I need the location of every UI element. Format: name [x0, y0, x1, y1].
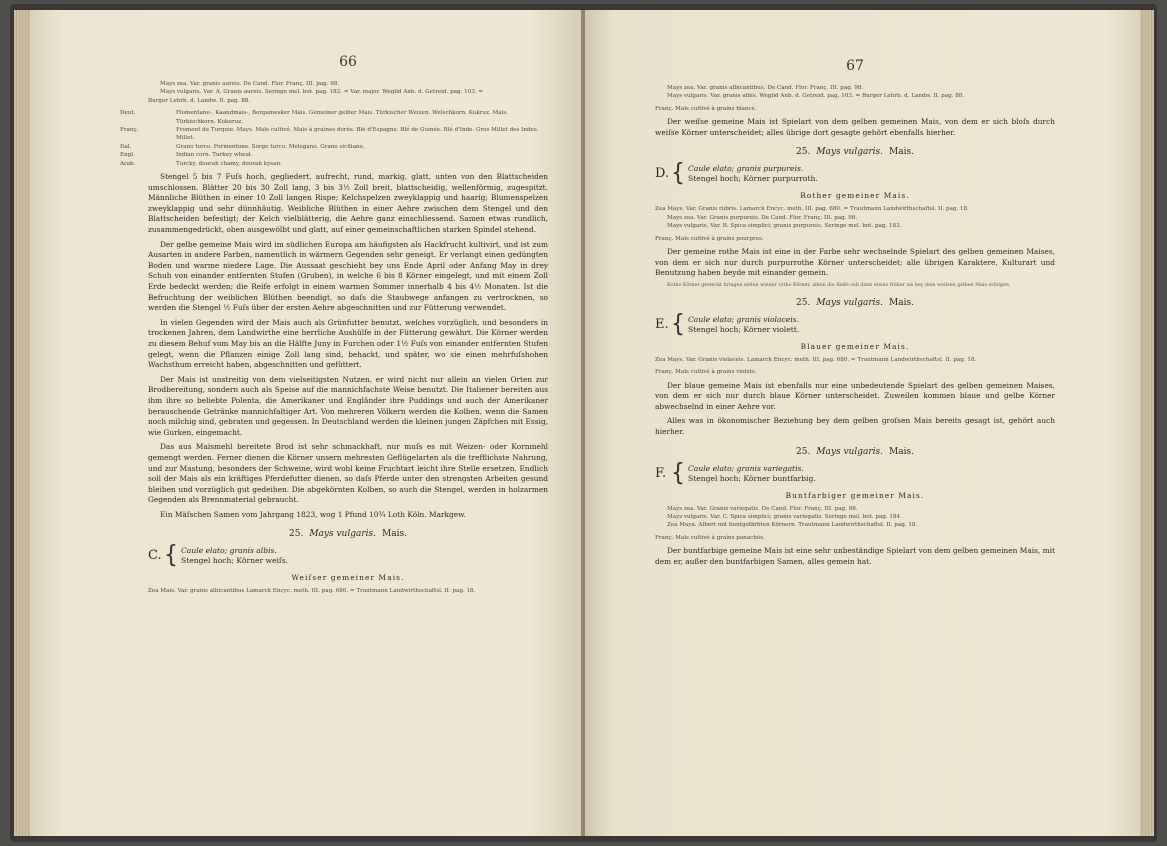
french-name: Franç. Maïs cultivé à grains pourpres. — [655, 235, 764, 242]
synonym-line: Mays vulgaris. Var. A. Granis aureis. Seringe mel. bot. pag. 182. = Var. major. Weglid Anb. d. Getreid. pag. 103. = — [160, 89, 484, 96]
synonym-line: Mays zea. Var. granis albicantibus. De Cand. Flor. Franç. III. pag. 98. — [667, 85, 864, 91]
page-number: 66 — [339, 54, 357, 70]
paragraph: Ein Mäſschen Samen vom Jahrgang 1823, wog 1 Pfund 10¾ Loth Köln. Markgew. — [160, 509, 466, 519]
paragraph: Der Mais ist unstreitig von dem vielseitigsten Nutzen, er wird nicht nur allein an vielen Orten zur Brodbereitung, sondern auch als Speise auf die mannichfachste Weise benutzt. Die Italiener bereiten aus ihm ihre so beliebte Polenta, die Amerikaner und Engländer ihre Puddings und auch der Amerikaner berauschende Getränke mannichfaltiger Art. Von mehreren Völkern werden die Kolben, wenn die Samen noch milchig sind, gebraten und gegessen. In Deutschland werden die kleinen jungen Zäpfchen mit Essig, wie Gurken, eingemacht. — [148, 374, 548, 437]
references — [655, 205, 1055, 230]
synonym-line: Mays vulgaris. Var. granis albis. Weglid Anb. d. Getreid. pag. 103. = Burger Lehrb. d. Landw. II. pag. 88. — [667, 93, 965, 100]
footnote: Rothe Körner gesteckt bringen selten wieder rothe Körner, allein die Reife soll dann etwas früher als bey dem weiſsen gelben Mais erfolgen. — [667, 282, 1011, 288]
left-page-edges — [14, 10, 30, 836]
french-name: Franç. Maïs cultivé à grains violets. — [655, 369, 757, 376]
synonym-line: Mays zea. Var. granis aureis. De Cand. Flor. Franç. III. pag. 98. — [160, 81, 340, 87]
reference-line: Mays zea. Var. Granis variegatis. De Cand. Flor. Franç. III. pag. 98. — [667, 505, 858, 512]
paragraph: In vielen Gegenden wird der Mais auch als Grünfutter benutzt, welches vorzüglich, und besonders in trockenen Jahren, dem Landwirthe eine herrliche Aushülfe in der Fütterung gewährt. Die Körner werden zu diesem Behuf vom May bis an die Hälfte Juny in Furchen oder 1½ Fuſs von einander entfernten Stufen gelegt, wenn die Pflanzen einige Zoll lang sind, behackt, und später, wo sie einen mehrfuſshohen Wachsthum erreicht haben, abgeschnitten und gefüttert. — [148, 317, 548, 370]
variety-diagnosis: D. { Caule elato; granis purpureis. Stengel hoch; Körner purpurroth. — [655, 160, 818, 188]
name-row: Engl. Indian corn. Turkey wheat. — [120, 152, 253, 159]
paragraph: Der weiſse gemeine Mais ist Spielart von dem gelben gemeinen Mais, von dem er sich bloſs durch weiſse Körner unterscheidet; alles übrige dort gesagte gehört ebenfalls hierher. — [655, 117, 1055, 137]
name-row: Arab. Turcky, dourah chamy, dourah kysan. — [120, 160, 282, 167]
reference-line: Mays vulgaris. Var. B. Spica simplici; granis purpureis. Seringe mel. bot. pag. 183. — [667, 223, 902, 230]
right-page-edges — [1140, 10, 1154, 836]
variety-name: Rother gemeiner Mais. — [800, 191, 910, 201]
page-number: 67 — [846, 58, 864, 74]
variety-name: Weiſser gemeiner Mais. — [291, 573, 405, 583]
reference-line: Zea Mays. Var. Granis rubris. Lamarck Encyc. meth. III. pag. 680. = Trautmann Landwirthschaftsl. II. pag. 18. — [655, 206, 969, 213]
synonym-line: Burger Lehrb. d. Landw. II. pag. 88. — [148, 97, 251, 104]
reference-line: Mays vulgaris. Var. C. Spica simplici; granis variegatis. Seringe mel. bot. pag. 184. — [667, 514, 902, 520]
right-page — [585, 10, 1140, 836]
reference: Zea Mais. Var. granis albicantibus Lamarck Encyc. meth. III. pag. 680. = Trautmann Landwirthschaftsl. II. pag. 18. — [148, 588, 476, 595]
paragraph: Der gelbe gemeine Mais wird im südlichen Europa am häufigsten als Hackfrucht kultivirt, und ist zum Ausarten in andere Farben, namentlich in wärmern Gegenden sehr geneigt. Er verlangt einen gedüngten Boden und warme niedere Lage. Die Aussaat geschieht bey uns Ende April oder Anfang May in drey Schuh von einander entfernten Stufen (Gruben), in welche 6 bis 8 Körner eingelegt, und mit einem Zoll Erde bedeckt werden; die Reife erfolgt in einem warmen Sommer innerhalb 4 bis 4½ Monaten. Ist die Befruchtung der weiblichen Blüthen beendigt, so daſs die Staubwege anfangen zu vertrocknen, so werden die Stengel ½ Fuſs über der ersten Aehre abgeschnitten und zur Fütterung verwendet. — [148, 239, 548, 313]
variety-name: Blauer gemeiner Mais. — [800, 341, 910, 351]
synonyms — [148, 80, 548, 105]
french-name: Franç. Maïs cultivé à grains panachés. — [655, 534, 765, 541]
vernacular-names — [120, 109, 548, 168]
species-heading: 25. Mays vulgaris. Mais. — [796, 297, 914, 308]
name-row: Ital. Grano turco. Formentone. Sorgo turco. Melegano. Grano siciliano, — [120, 143, 365, 150]
paragraph: Der blaue gemeine Mais ist ebenfalls nur eine unbedeutende Spielart des gelben gemeinen Maises, von dem er sich nur durch blaue Körner unterscheidet. Zuweilen kommen blaue und gelbe Körner abwechselnd in einer Aehre vor. — [655, 380, 1055, 411]
paragraph: Das aus Maismehl bereitete Brod ist sehr schmackhaft, nur muſs es mit Weizen- oder Kornmehl gemengt werden. Ferner dienen die Körner unsern mehresten Geflügelarten als die trefflichste Nahrung, und zur Mastung, besonders der Schweine, wird wohl keine Fruchtart leicht ihre Stelle ersetzen. Endlich soll der Mais als ein kräftiges Pferdefutter dienen, so daſs Pferde unter den strengsten Arbeiten gesund bleiben und vorzüglich gut gedeihen. Die abgekörnten Kolben, so auch die Stengel, werden in holzarmen Gegenden als Brennmaterial gebraucht. — [148, 442, 548, 505]
synonyms — [655, 84, 1055, 101]
paragraph: Alles was in ökonomischer Beziehung bey dem gelben groſsen Mais bereits gesagt ist, gehört auch hierher. — [655, 416, 1055, 436]
species-heading: 25. Mays vulgaris. Mais. — [289, 529, 407, 540]
variety-diagnosis: F. { Caule elato; granis variegatis. Stengel hoch; Körner buntfarbig. — [655, 459, 816, 487]
species-heading: 25. Mays vulgaris. Mais. — [796, 147, 914, 158]
paragraph: Der buntfarbige gemeine Mais ist eine sehr unbeständige Spielart von dem gelben gemeinen Mais, mit dem er, außer den buntfarbigen Samen, alles gemein hat. — [655, 546, 1055, 566]
name-row: Franç. Froment de Turquie. Mays. Maïs cultivé. Maïs à graines dorés. Blé d'Espagne. Blé de Guinée. Blé d'Inde. Gros Millet des Indes. Millet. — [120, 127, 539, 142]
reference: Zea Mays. Var. Granis violaceis. Lamarck Encyc. meth. III. pag. 680. = Trautmann Landwirthschaftsl. II. pag. 18. — [655, 356, 977, 363]
variety-diagnosis: E. { Caule elato; granis violaceis. Stengel hoch; Körner violett. — [655, 310, 800, 339]
reference-line: Mays zea. Var. Granis purpureis. De Cand. Flor. Franç. III. pag. 98. — [667, 214, 858, 221]
name-row: Deut. Flomentane-, Kaandmais-, Bergamesker Mais. Gemeiner gelber Mais. Türkischer Weizen. Welschkorn. Kukruz. Mais. Türkischkorn. Kukuruz. — [120, 110, 509, 125]
references — [655, 505, 1055, 530]
variety-name: Buntfarbiger gemeiner Mais. — [785, 490, 925, 500]
left-page — [30, 10, 583, 836]
variety-diagnosis: C. { Caule elato; granis albis. Stengel hoch; Körner weiſs. — [148, 542, 289, 570]
french-name: Franç. Maïs cultivé à grains blancs. — [655, 105, 757, 112]
reference-line: Zea Maya. Albert mit buntgefärbten Körnern. Trautmann Landwirthschaftsl. II. pag. 18. — [667, 522, 918, 529]
species-heading: 25. Mays vulgaris. Mais. — [796, 446, 914, 457]
description — [148, 172, 548, 520]
paragraph: Stengel 5 bis 7 Fuſs hoch, gegliedert, aufrecht, rund, markig, glatt, unten von den Blattscheiden umschlossen. Blätter 20 bis 30 Zoll lang, 3 bis 3½ Zoll breit, blattscheidig, wellenförmig, zugespitzt. Männliche Blüthen in einer 10 Zoll langen Rispe; Kelchspelzen zweyklappig und haarig; Blumenspelzen zweyklappig und sehr dünnhäutig. Weibliche Blüthen in einer Aehre zwischen dem Stengel und den Blattscheiden befestigt; der Kelch vielblätterig, die Aehre ganz einschliessend. Samen etwas rundlich, zusammengedrückt, oben ausgewölbt und glatt, auf einer gemeinschaftlichen starken Spindel stehend. — [148, 172, 548, 235]
paragraph: Der gemeine rothe Mais ist eine in der Farbe sehr wechselnde Spielart des gelben gemeinen Maises, von dem er sich nur durch purpurrothe Körner unterscheidet; alle übrigen Karaktere, Kulturart und Benutzung haben beyde mit einander gemein. — [655, 247, 1055, 278]
